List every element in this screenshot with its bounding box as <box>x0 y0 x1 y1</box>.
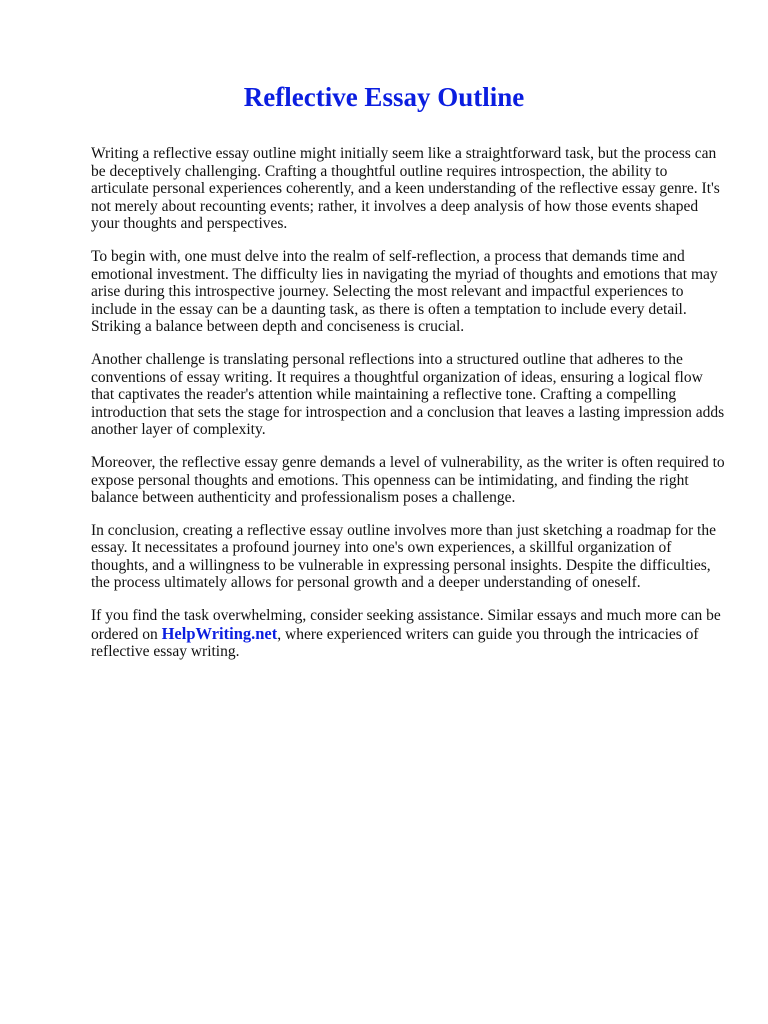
paragraph-intro: Writing a reflective essay outline might initially seem like a straightforward task, but the process can be deceptively challenging. Crafting a thoughtful outline requires introspection, the ability to articulate personal experiences coherently, and a keen understanding of the reflective essay genre. It's not merely about recounting events; rather, it involves a deep analysis of how those events shaped your thoughts and perspectives. <box>91 145 720 233</box>
paragraph-closing <box>91 607 726 661</box>
helpwriting-link[interactable]: HelpWriting.net <box>161 623 278 643</box>
closing-text-after-link: , where experienced writers can guide you through the intricacies of reflective essay writing. <box>91 625 699 661</box>
closing-text-before-link: If you find the task overwhelming, consider seeking assistance. Similar essays and much more can be ordered on <box>91 607 721 643</box>
paragraph-vulnerability: Moreover, the reflective essay genre demands a level of vulnerability, as the writer is often required to expose personal thoughts and emotions. This openness can be intimidating, and finding the right balance between authenticity and professionalism poses a challenge. <box>91 453 725 507</box>
document-title: Reflective Essay Outline <box>243 82 525 112</box>
paragraph-conclusion: In conclusion, creating a reflective essay outline involves more than just sketching a roadmap for the essay. It necessitates a profound journey into one's own experiences, a skillful organization of thoughts, and a willingness to be vulnerable in expressing personal insights. Despite the difficulties, the process ultimately allows for personal growth and a deeper understanding of oneself. <box>91 521 716 592</box>
paragraph-self-reflection: To begin with, one must delve into the realm of self-reflection, a process that demands time and emotional investment. The difficulty lies in navigating the myriad of thoughts and emotions that may arise during this introspective journey. Selecting the most relevant and impactful experiences to include in the essay can be a daunting task, as there is often a temptation to include every detail. Striking a balance between depth and conciseness is crucial. <box>91 247 718 336</box>
document-body <box>91 145 726 676</box>
paragraph-structure-challenge: Another challenge is translating personal reflections into a structured outline that adheres to the conventions of essay writing. It requires a thoughtful organization of ideas, ensuring a logical flow that captivates the reader's attention while maintaining a reflective tone. Crafting a compelling introduction that sets the stage for introspection and a conclusion that leaves a lasting impression adds another layer of complexity. <box>91 350 725 439</box>
